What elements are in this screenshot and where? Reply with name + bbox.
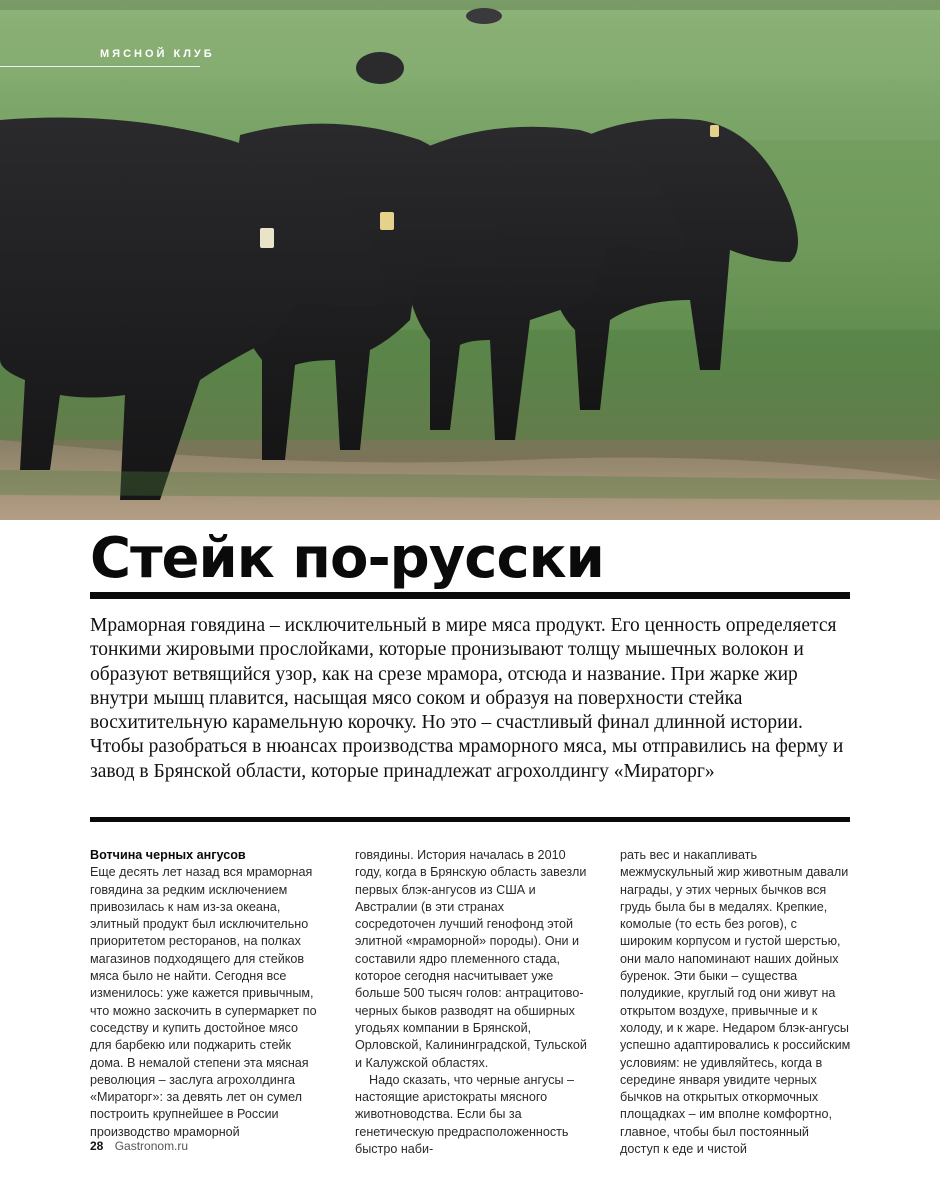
headline-rule [90,592,850,599]
body-column-2 [355,847,587,1157]
page-number: 28 [90,1139,104,1153]
footer-site: Gastronom.ru [114,1139,189,1153]
body-column-2-paragraph-2: Надо сказать, что черные ангусы – настоящие аристократы мясного животноводства. Если бы за генетическую предрасположенность быстро наби- [355,1072,575,1157]
page-footer [90,1139,188,1153]
black-angus-herd-illustration [0,0,940,520]
section-label-rule [0,66,200,67]
lead-rule [90,817,850,822]
section-label: МЯСНОЙ КЛУБ [100,48,215,60]
body-column-1 [90,847,322,1139]
body-column-3 [620,847,852,1157]
body-column-1-text: Еще десять лет назад вся мраморная говядина за редким исключением привозилась к нам из-за океана, элитный продукт был исключительно приоритетом ресторанов, на полках магазинов подходящего для стейков мяса было не найти. Сегодня все изменилось: уже кажется привычным, что можно заскочить в супермаркет по соседству и купить достойное мясо для барбекю или поджарить стейк дома. В немалой степени эта мясная революция – заслуга агрохолдинга «Мираторг»: за девять лет он сумел построить крупнейшее в России производство мраморной [90,865,317,1139]
body-column-3-text: рать вес и накапливать межмускульный жир животным давали награды, у этих черных бычков вся грудь была бы в медалях. Крепкие, комолые (то есть без рогов), с широким корпусом и густой шерстью, они мало напоминают наших дойных буренок. Эти быки – существа полудикие, круглый год они живут на открытом воздухе, привычные и к холоду, и к жаре. Недаром блэк-ангусы успешно адаптировались к российским условиям: не удивляйтесь, когда в середине января увидите черных бычков на открытых откормочных площадках – им вполне комфортно, главное, чтобы был постоянный доступ к еде и чистой [620,848,851,1157]
body-subhead: Вотчина черных ангусов [90,848,246,862]
body-column-2-paragraph-1: говядины. История началась в 2010 году, когда в Брянскую область завезли первых блэк-ангусов из США и Австралии (в эти странах сосредоточен лучший генофонд этой элитной «мраморной» породы). Они и составили ядро племенного стада, которое сегодня насчитывает уже больше 500 тысяч голов: антрацитово-черных быков разводят на обширных угодьях компании в Брянской, Орловской, Калининградской, Тульской и Калужской областях. [355,848,587,1070]
article-headline: Стейк по-русски [90,526,604,591]
article-lead: Мраморная говядина – исключительный в мире мяса продукт. Его ценность определяется тонкими жировыми прослойками, которые пронизывают толщу мышечных волокон и образуют ветвящийся узор, как на срезе мрамора, отсюда и название. При жарке жир внутри мышц плавится, насыщая мясо соком и образуя на поверхности стейка восхитительную карамельную корочку. Но это – счастливый финал длинной истории. Чтобы разобраться в нюансах производства мраморного мяса, мы отправились на ферму и завод в Брянской области, которые принадлежат агрохолдингу «Мираторг» [90,615,844,782]
hero-photo [0,0,940,520]
